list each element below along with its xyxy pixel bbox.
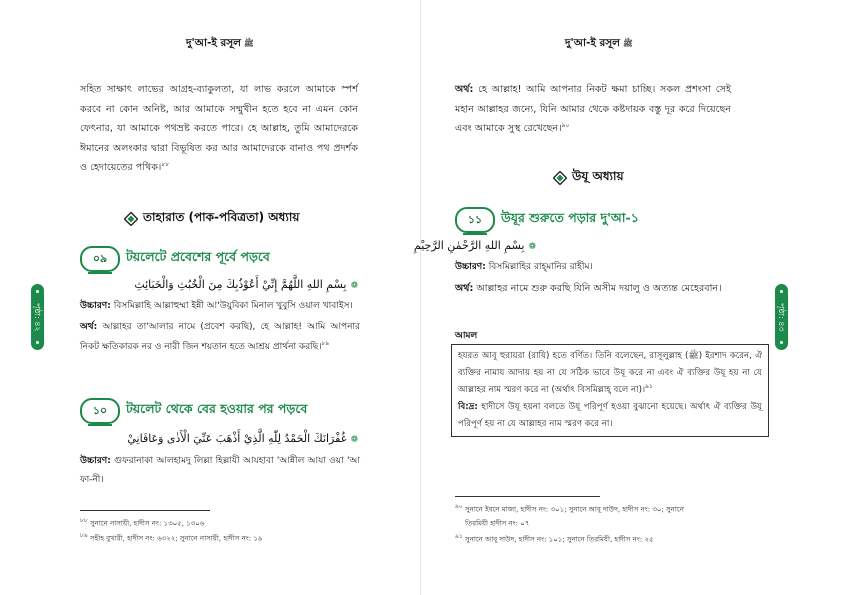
pronunciation-paragraph: উচ্চারণ: গুফরানাকা আলহামদু লিল্লা হিল্লাযী আযহাবা 'আন্নীল আযা ওয়া 'আ ফা-নী।: [80, 456, 360, 485]
dua-heading-11: [455, 207, 639, 233]
footnote: তিরমিযী হাদীস নং: ০৭: [465, 519, 530, 528]
arabic-text: ❁بِسْمِ اللهِ اللَّهُمَّ إِنِّيْ أَعُوْذُبِكَ مِنَ الْخُبُثِ وَالْخَبَائِثِ: [134, 278, 358, 291]
amal-note: বি:দ্র: হাদীসে উযূ হয়না বলতে উযূ পরিপূর্ণ হওয়া বুঝানো হয়েছে। অর্থাৎ ঐ ব্যক্তির উযূ পরিপূর্ণ হয় না যে আল্লাহর নাম স্মরণ করে না।: [458, 402, 763, 429]
footnote-rule: [455, 496, 600, 497]
seal-glyph: ﷺ: [623, 39, 633, 48]
page-number-tab: পৃষ্ঠা: ৪২: [31, 284, 44, 350]
dua-number-badge: ১০: [80, 398, 120, 424]
ornament-icon: ❁: [350, 435, 358, 445]
footnote-mark: ৮৮: [161, 160, 170, 168]
arabic-text: ❁غُفْرَانَكَ الْحَمْدُ لِلّٰهِ الَّذِيْ أَذْهَبَ عَنِّيَ الْأَذٰى وَعَافَانِيْ: [127, 432, 358, 445]
chapter-heading: [553, 168, 624, 188]
chapter-heading: [124, 209, 299, 229]
dua-number-badge: ১১: [455, 207, 495, 233]
left-page: [0, 0, 420, 595]
dua-title: টয়লেট থেকে বের হওয়ার পর পড়বে: [126, 401, 308, 416]
dua-title: টয়লেটে প্রবেশের পূর্বে পড়বে: [126, 249, 270, 264]
amal-box: [451, 344, 769, 437]
amal-text: হযরত আবূ হুরায়রা (রাযি) হতে বর্ণিত। তিনি বলেছেন, রাসূলুল্লাহ (ﷺ) ইরশাদ করেন, ঐ ব্যক্তির নামায আদায় হয় না যে সঠিক ভাবে উযূ করে না এবং ঐ ব্যক্তির উযূ হয় না যে আল্লাহর নাম স্মরণ করে না (অর্থাৎ বিসমিল্লাহ্ বলে না)।$^{৯১}$: [458, 351, 762, 395]
footnote: ৮৮ সুনানে নাসায়ী, হাদীস নং: ১৩০৫, ১৩০৬: [80, 517, 205, 528]
footnote: ৯০ সুনানে ইবনে মাজা, হাদীস নং: ৩০১; সুনানে আবূ দাউদ, হাদীস নং: ৩০; সুনানে: [455, 503, 684, 514]
dua-heading-10: [80, 398, 307, 424]
arabic-text: ❁بِسْمِ اللهِ الرَّحْمٰنِ الرَّحِيْمِ: [413, 239, 536, 252]
meaning-paragraph: অর্থ: আল্লাহর তা'আলার নামে (প্রবেশ করছি), হে আল্লাহ! আমি আপনার নিকট ক্ষতিকারক নর ও নারী জিন শয়তান হতে আশ্রয় প্রার্থনা করছি।$^{৮৯}$: [80, 322, 360, 352]
page-number-tab: পৃষ্ঠা: ৪৩: [775, 284, 788, 350]
dua-number-badge: ০৯: [80, 246, 120, 272]
footnote: ৯১ সুনানে আবূ দাউদ, হাদীস নং: ১০১; সুনানে তিরমিযী, হাদীস নং: ২৫: [455, 533, 654, 544]
seal-glyph: ﷺ: [244, 39, 254, 48]
meaning-paragraph: অর্থ: আল্লাহর নামে শুরু করছি যিনি অসীম দয়ালু ও অত্যন্ত মেহেরবান।: [455, 283, 722, 294]
amal-label: আমল: [455, 331, 478, 341]
ornament-icon: ❁: [528, 242, 536, 252]
chapter-title: উযূ অধ্যায়: [572, 169, 624, 183]
diamond-icon: [553, 171, 567, 185]
chapter-title: তাহারাত (পাক-পবিত্রতা) অধ্যায়: [143, 210, 300, 224]
footnote: ৮৯ সহীহ বুখারী, হাদীস নং: ৬৩২২; সুনানে নাসায়ী, হাদীস নং: ১৯: [80, 532, 263, 543]
running-head: দু'আ-ই রসূল ﷺ: [186, 37, 254, 49]
intro-paragraph: সহিত সাক্ষাৎ লাভের আগ্রহ-ব্যাকুলতা, যা লাভ করলে আমাকে স্পর্শ করবে না কোন অনিষ্ট, আর আমাকে সম্মুখীন হতে হবে না এমন কোন ফেৎনার, যা আমাকে পথভ্রষ্ট করতে পারে। হে আল্লাহ, তুমি আমাদেরকে ঈমানের অলংকার দ্বারা বিভূষিত কর আর আমাদেরকে বানাও পথ প্রদর্শক ও হেদায়েতের পথিক।$^{৮৮}$: [80, 84, 358, 173]
dua-title: উযূর শুরুতে পড়ার দু'আ-১: [501, 210, 639, 225]
pronunciation-line: উচ্চারণ: বিসমিল্লাহি আল্লাহুম্মা ইন্নী আ'উযুবিকা মিনাল খুবুসি ওয়াল খাবাইস।: [80, 301, 353, 311]
pronunciation-line: উচ্চারণ: বিসমিল্লাহির রাহ্‌মানির রাহীম।: [455, 262, 593, 272]
diamond-icon: [124, 212, 138, 226]
footnote-rule: [80, 510, 210, 511]
dua-heading-09: [80, 246, 270, 272]
running-head: দু'আ-ই রসূল ﷺ: [565, 37, 633, 49]
ornament-icon: ❁: [350, 281, 358, 291]
meaning-paragraph: অর্থ: হে আল্লাহ! আমি আপনার নিকট ক্ষমা চাচ্ছি। সকল প্রশংসা সেই মহান আল্লাহর জন্যে, যিনি আমার থেকে কষ্টদায়ক বস্তু দূর করে দিয়েছেন এবং আমাকে সুস্থ রেখেছেন।$^{৯০}$: [455, 84, 731, 134]
